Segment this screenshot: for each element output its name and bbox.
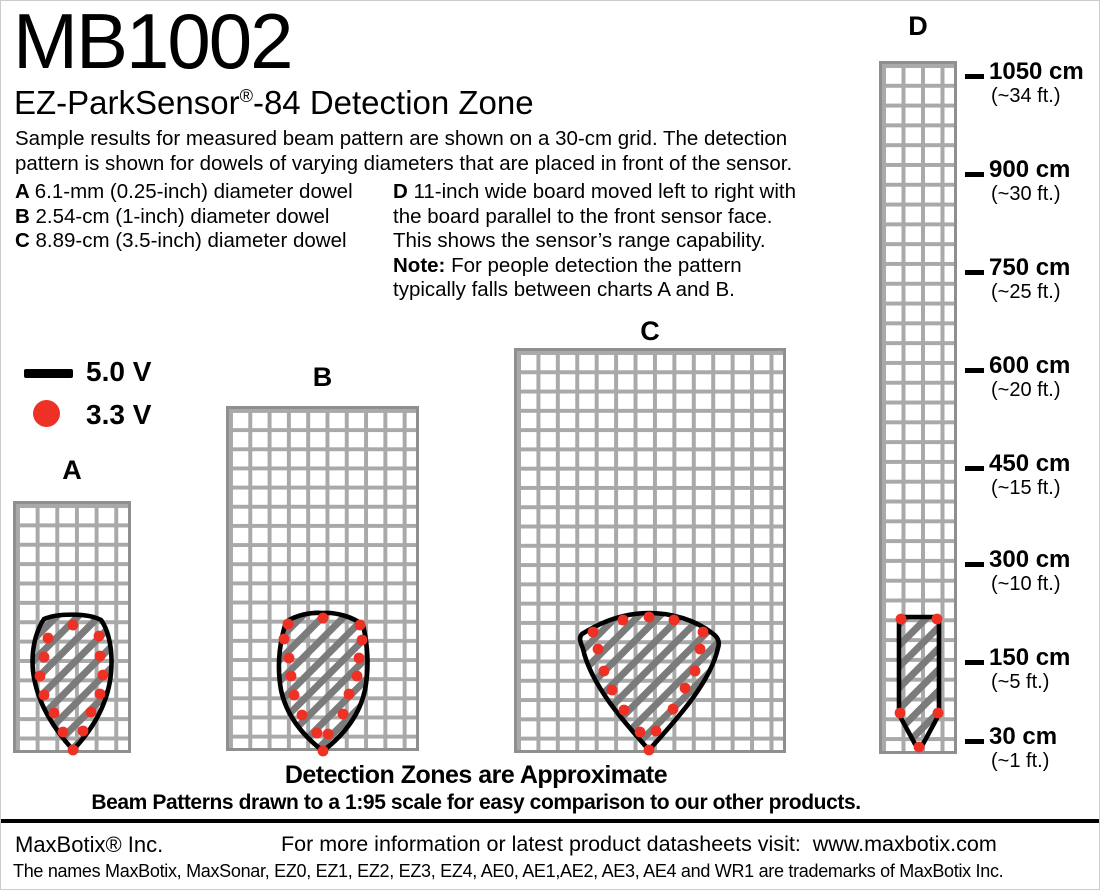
beam-dot-3v3: [933, 708, 944, 719]
scale-label-cm-4: 450 cm: [989, 450, 1071, 477]
scale-label-ft-0: (~34 ft.): [991, 85, 1061, 107]
beam-dot-3v3: [599, 666, 610, 677]
beam-dot-3v3: [318, 613, 329, 624]
beam-outline-5v-D: [899, 617, 939, 747]
board-desc-line-3: Note: For people detection the pattern: [393, 253, 742, 277]
chart-beam-B: [226, 406, 419, 751]
scale-label-cm-7: 30 cm: [989, 723, 1058, 750]
beam-dot-3v3: [698, 627, 709, 638]
beam-dot-3v3: [352, 671, 363, 682]
beam-outline-5v-B: [279, 613, 368, 751]
trademark-line: The names MaxBotix, MaxSonar, EZ0, EZ1, EZ2, EZ3, EZ4, AE0, AE1,AE2, AE3, AE4 and WR1 are trademarks of MaxBotix Inc.: [13, 861, 1004, 881]
board-desc-line-1: the board parallel to the front sensor face.: [393, 204, 773, 228]
product-subtitle: [14, 84, 534, 122]
beam-dot-3v3: [312, 728, 323, 739]
scale-tick-2: [965, 270, 984, 275]
legend-3v3-label: 3.3 V: [86, 399, 152, 430]
scale-tick-5: [965, 562, 984, 567]
chart-beam-C: [514, 348, 786, 753]
beam-dot-3v3: [323, 729, 334, 740]
beam-dot-3v3: [297, 710, 308, 721]
dowel-desc-line-1: B 2.54-cm (1-inch) diameter dowel: [15, 204, 330, 228]
dowel-desc-line-0: A 6.1-mm (0.25-inch) diameter dowel: [15, 180, 353, 203]
beam-dot-3v3: [695, 644, 706, 655]
beam-dot-3v3: [68, 620, 79, 631]
company-name: MaxBotix® Inc.: [15, 832, 164, 857]
approx-note: Detection Zones are Approximate: [284, 761, 668, 789]
beam-dot-3v3: [35, 671, 46, 682]
beam-dot-3v3: [669, 615, 680, 626]
dowel-desc-prefix: C: [15, 229, 36, 252]
board-desc-line-0: D 11-inch wide board moved left to right with: [393, 180, 796, 203]
beam-dot-3v3: [98, 670, 109, 681]
beam-dot-3v3: [690, 666, 701, 677]
beam-dot-3v3: [78, 726, 89, 737]
beam-dot-3v3: [668, 704, 679, 715]
intro-line-2: pattern is shown for dowels of varying diameters that are placed in front of the sensor.: [15, 151, 793, 175]
board-desc-prefix: Note:: [393, 253, 452, 277]
scale-note: Beam Patterns drawn to a 1:95 scale for easy comparison to our other products.: [91, 791, 861, 814]
beam-dot-3v3: [39, 652, 50, 663]
beam-dot-3v3: [355, 620, 366, 631]
beam-dot-3v3: [68, 745, 79, 756]
scale-label-cm-6: 150 cm: [989, 644, 1071, 671]
product-title: MB1002: [13, 0, 292, 85]
beam-dot-3v3: [318, 746, 329, 757]
beam-dot-3v3: [354, 653, 365, 664]
beam-dot-3v3: [644, 745, 655, 756]
scale-label-ft-4: (~15 ft.): [991, 477, 1061, 499]
beam-dot-3v3: [94, 631, 105, 642]
beam-dot-3v3: [635, 727, 646, 738]
dowel-desc-prefix: B: [15, 204, 36, 228]
registered-mark: ®: [239, 86, 253, 106]
scale-label-ft-7: (~1 ft.): [991, 750, 1050, 772]
scale-tick-6: [965, 660, 984, 665]
legend-5v-line-swatch: [24, 369, 73, 378]
subtitle-text: EZ-ParkSensor: [14, 84, 240, 121]
dowel-desc-line-2: C 8.89-cm (3.5-inch) diameter dowel: [15, 229, 347, 252]
beam-dot-3v3: [95, 689, 106, 700]
beam-dot-3v3: [95, 651, 106, 662]
beam-dot-3v3: [914, 742, 925, 753]
scale-label-cm-1: 900 cm: [989, 156, 1071, 183]
chart-label-D: D: [908, 11, 928, 41]
footer-divider: [1, 819, 1100, 823]
scale-label-ft-1: (~30 ft.): [991, 183, 1061, 205]
scale-label-cm-5: 300 cm: [989, 546, 1071, 573]
scale-tick-4: [965, 466, 984, 471]
chart-label-C: C: [640, 316, 660, 346]
scale-label-ft-3: (~20 ft.): [991, 379, 1061, 401]
beam-dot-3v3: [932, 614, 943, 625]
legend-5v-label: 5.0 V: [86, 356, 152, 387]
beam-dot-3v3: [607, 685, 618, 696]
scale-label-ft-2: (~25 ft.): [991, 281, 1061, 303]
scale-tick-3: [965, 368, 984, 373]
scale-label-cm-0: 1050 cm: [989, 58, 1084, 85]
beam-dot-3v3: [680, 683, 691, 694]
scale-tick-0: [965, 74, 984, 79]
scale-label-cm-3: 600 cm: [989, 352, 1071, 379]
scale-tick-1: [965, 172, 984, 177]
beam-dot-3v3: [284, 653, 295, 664]
subtitle-text-2: -84 Detection Zone: [252, 84, 534, 121]
beam-dot-3v3: [619, 705, 630, 716]
chart-beam-D: [879, 61, 957, 754]
beam-dot-3v3: [86, 707, 97, 718]
intro-line-1: Sample results for measured beam pattern are shown on a 30-cm grid. The detection: [15, 127, 788, 150]
beam-dot-3v3: [588, 627, 599, 638]
chart-beam-A: [13, 501, 131, 753]
beam-dot-3v3: [43, 633, 54, 644]
beam-dot-3v3: [289, 690, 300, 701]
legend-3v3-dot-swatch: [33, 400, 60, 427]
board-desc-prefix: D: [393, 180, 414, 203]
beam-dot-3v3: [618, 615, 629, 626]
dowel-desc-prefix: A: [15, 180, 35, 203]
beam-dot-3v3: [644, 612, 655, 623]
beam-dot-3v3: [895, 708, 906, 719]
beam-dot-3v3: [49, 708, 60, 719]
chart-label-A: A: [62, 455, 82, 485]
beam-dot-3v3: [286, 671, 297, 682]
board-desc-line-2: This shows the sensor’s range capability.: [393, 229, 766, 252]
footer-info: For more information or latest product datasheets visit: www.maxbotix.com: [281, 832, 997, 856]
beam-dot-3v3: [338, 709, 349, 720]
chart-label-B: B: [312, 362, 333, 392]
beam-dot-3v3: [896, 614, 907, 625]
scale-tick-7: [965, 739, 984, 744]
beam-dot-3v3: [344, 689, 355, 700]
scale-label-cm-2: 750 cm: [989, 254, 1071, 281]
beam-dot-3v3: [651, 726, 662, 737]
scale-label-ft-5: (~10 ft.): [991, 573, 1061, 595]
scale-label-ft-6: (~5 ft.): [991, 671, 1050, 693]
beam-dot-3v3: [58, 727, 69, 738]
board-desc-line-4: typically falls between charts A and B.: [393, 278, 735, 301]
beam-dot-3v3: [357, 635, 368, 646]
beam-dot-3v3: [283, 619, 294, 630]
beam-dot-3v3: [39, 690, 50, 701]
beam-dot-3v3: [593, 644, 604, 655]
beam-dot-3v3: [279, 634, 290, 645]
